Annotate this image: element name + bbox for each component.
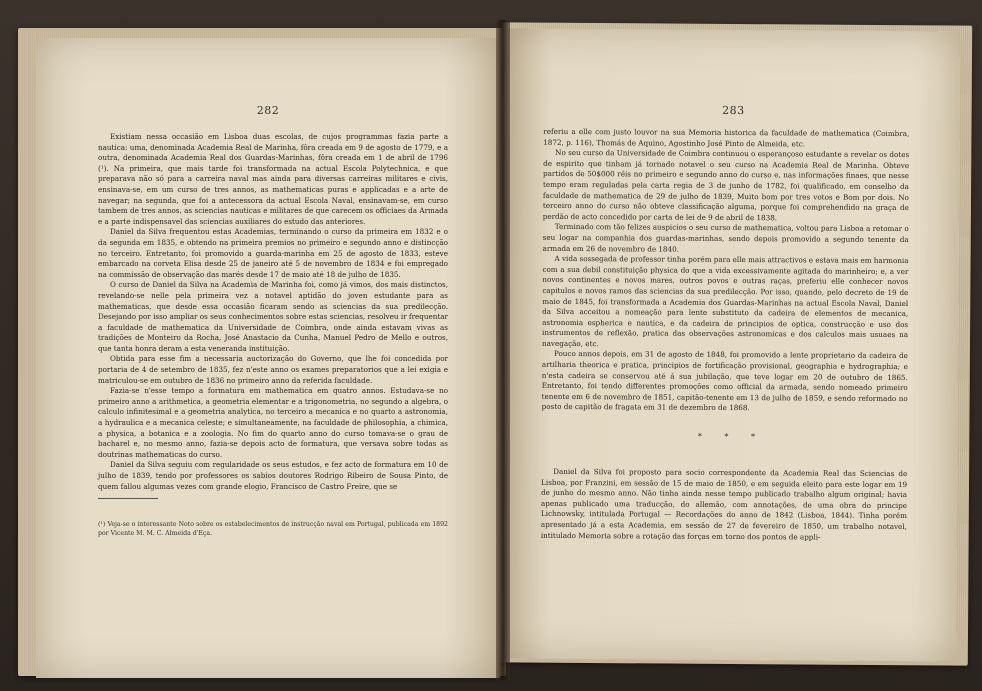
left-page-body	[98, 132, 448, 492]
paragraph: No seu curso da Universidade de Coimbra continuou o esperançoso estudante a revelar os dotes de espirito que tinham já tornado notavel o seu curso na Academia Real de Marinha. Obteve partidos de 50$000 réis no primeiro e segundo anno do curso e, nas informações finaes, que nesse tempo eram reguladas pela carta regia de 3 de junho de 1782, foi qualificado, em conselho da faculdade de mathematica de 29 de julho de 1839, Muito bom por tres votos e Bom por dois. No terceiro anno do curso não obteve classificação alguma, porque foi comprehendido na graça de perdão de acto concedido por carta de lei de 9 de abril de 1838.	[542, 148, 910, 223]
paragraph: Pouco annos depois, em 31 de agosto de 1848, foi promovido a lente proprietario da cadeira de artilharia theorica e pratica, principios de fortificação provisional, geographia e hydrographia; e n'esta cadeira se conservou até á sua jubilação, que teve logar em 20 de outubro de 1865. Entretanto, foi tendo differentes promoções como official da armada, sendo nomeado primeiro tenente em 6 de novembro de 1851, capitão-tenente em 13 de julho de 1859, e sendo reformado no posto de capitão de fragata em 31 de dezembro de 1868.	[541, 349, 908, 413]
left-page	[36, 38, 500, 678]
right-page	[504, 29, 960, 662]
page-number-right: 283	[722, 103, 745, 118]
paragraph: Obtida para esse fim a necessaria auctorização do Governo, que lhe foi concedida por portaria de 4 de setembro de 1835, fez n'este anno os exames preparatorios que a lei exigia e matriculou-se em outubro de 1836 no primeiro anno da referida faculdade.	[98, 354, 448, 385]
paragraph: Daniel da Silva foi proposto para socio correspondente da Academia Real das Sciencias de Lisboa, por Franzini, em sessão de 15 de maio de 1850, e em seguida eleito para este logar em 19 de junho do mesmo anno. Não tinha ainda nesse tempo publicado trabalho algum original; havia apenas publicado uma traducção, do allemão, com annotações, de uma obra do principe Lichnowsky, intitulada Portugal — Recordações do anno de 1842 (Lisboa, 1844). Tinha porém apresentado já a esta Academia, em sessão de 27 de fevereiro de 1850, um trabalho notavel, intitulado Memoria sobre a rotação das forças em torno dos pontos de appli-	[540, 466, 908, 542]
paragraph: Daniel da Silva frequentou estas Academias, terminando o curso da primeira em 1832 e o da segunda em 1835, e obtendo na primeira premios no primeiro e segundo anno e distincção no terceiro. Entretanto, foi promovido a guarda-marinha em 25 de agosto de 1833, esteve embarcado na corveta Elisa desde 25 de janeiro até 5 de novembro de 1834 e foi empregado na commissão de observação das marés desde 17 de maio até 18 de julho de 1835.	[98, 227, 448, 279]
footnote: (¹) Veja-se o interessante Noto sobre os estabelecimentos de instrucção naval em Portugal, publicada em 1892 por Vicente M. M. C. Almeida d'Eça.	[98, 521, 448, 537]
paragraph: O curso de Daniel da Silva na Academia de Marinha foi, como já vimos, dos mais distinctos, revelando-se nelle pela primeira vez a notavel aptidão do joven estudante para as mathematicas, que desde essa occasião ficaram sendo as sciencias da sua predilecção. Desejando por isso ampliar os seus conhecimentos sobre estas sciencias, resolveu ir frequentar a faculdade de mathematica da Universidade de Coimbra, onde ainda estavam vivas as tradições de Monteiro da Rocha, José Anastacio da Cunha, Manuel Pedro de Mello e outros, que tanta honra deram a esta veneranda instituição.	[98, 280, 448, 353]
right-page-body	[542, 127, 910, 415]
paragraph: A vida sossegada de professor tinha porém para elle mais attractivos e estava mais em harmonia com a sua debil constituição physica do que a vida excessivamente agitada do marinheiro; e, a ver novos continentes e novos mares, outros povos e outras raças, preferiu elle conhecer novos capitulos e novos ramos das sciencias da sua predilecção. Por isso, quando, pelo decreto de 19 de maio de 1845, foi transformada a Academia dos Guardas-Marinhas na actual Escola Naval, Daniel da Silva acceitou a nomeação para lente substituto da cadeira de elementos de mecanica, astronomia espherica e nautica, e da cadeira de principios de optica, construcção e uso dos instrumentos de reflexão, pratica das observações astronomicas e dos calculos mais usuaes na navegação, etc.	[541, 254, 909, 349]
section-separator: * * *	[697, 431, 766, 442]
page-number-left: 282	[256, 104, 280, 117]
paragraph: Fazia-se n'esse tempo a formatura em mathematica em quatro annos. Estudava-se no primeiro anno a arithmetica, a geometria elementar e a trigonometria, no segundo a algebra, o calculo infinitesimal e a geometria analytica, no terceiro a mecanica e no quarto a astronomia, a hydraulica e a mecanica celeste; e simultaneamente, na faculdade de philosophia, a chimica, a physica, a botanica e a zoologia. No fim do quarto anno do curso tomava-se o grau de bacharel e, no mesmo anno, fazia-se depois acto de formatura, que versava sobre todas as doutrinas mathematicas do curso.	[98, 386, 448, 459]
paragraph: referiu a elle com justo louvor na sua Memoria historica da faculdade de mathematica (Coimbra, 1872, p. 116), Thomás de Aquino, Agostinho José Pinto de Almeida, etc.	[543, 126, 910, 149]
book-gutter	[496, 20, 510, 680]
footnote-rule	[98, 498, 158, 499]
right-page-body-continued	[541, 467, 907, 543]
paragraph: Daniel da Silva seguiu com regularidade os seus estudos, e fez acto de formatura em 10 de julho de 1839, tendo por professores os sabios doutores Rodrigo Ribeiro de Sousa Pinto, de quem fallou algumas vezes com grande elogio, Francisco de Castro Freire, que se	[98, 460, 448, 491]
paragraph: Terminado com tão felizes auspicios o seu curso de mathematica, voltou para Lisboa a retomar o seu logar na companhia dos guardas-marinhas, sendo depois promovido a segundo tenente da armada em 26 de novembro de 1840.	[542, 222, 909, 254]
paragraph: Existiam nessa occasião em Lisboa duas escolas, de cujos programmas fazia parte a nautica: uma, denominada Academia Real de Marinha, fôra creada em 9 de agosto de 1779, e a outra, denominada Academia Real dos Guardas-Marinhas, fôra creada em 1 de abril de 1796 (¹). Na primeira, que mais tarde foi transformada na actual Escola Polytechnica, e que preparava não só para a carreira naval mas ainda para diversas carreiras militares e civis, ensinava-se, em um curso de tres annos, as mathematicas puras e applicadas e a arte de navegar; na segunda, que foi a antecessora da actual Escola Naval, ensinavam-se, em curso tambem de tres annos, as sciencias nauticas e militares de que carecem os officiaes da Armada e a parte indispensavel das sciencias auxiliares do estudo das anteriores.	[98, 132, 448, 226]
